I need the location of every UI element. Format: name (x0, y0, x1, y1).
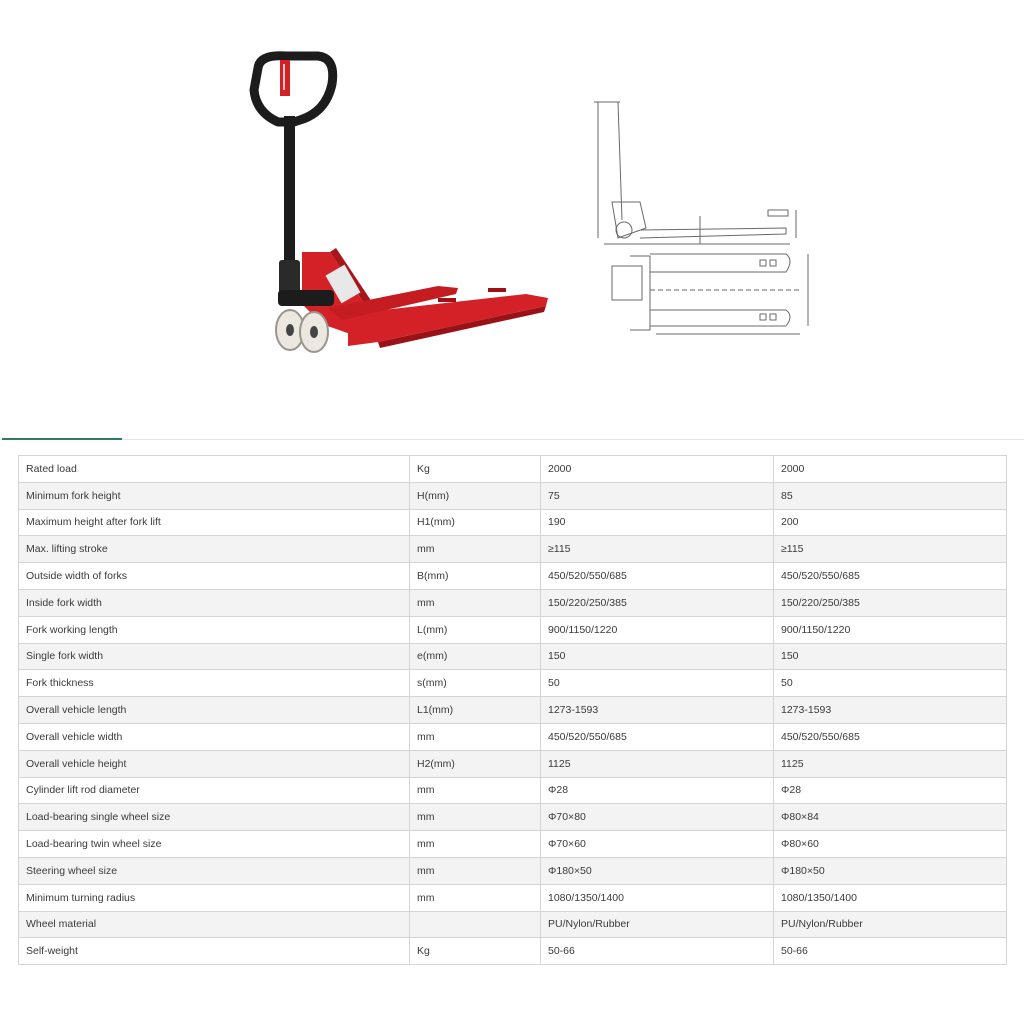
spec-table-body (19, 456, 1007, 965)
spec-name: Load-bearing twin wheel size (19, 831, 410, 858)
spec-name: Fork working length (19, 616, 410, 643)
spec-value-model-2: 450/520/550/685 (774, 563, 1007, 590)
spec-unit: s(mm) (410, 670, 541, 697)
spec-unit (410, 911, 541, 938)
spec-name: Single fork width (19, 643, 410, 670)
spec-value-model-1: 450/520/550/685 (541, 723, 774, 750)
spec-name: Load-bearing single wheel size (19, 804, 410, 831)
table-row (19, 857, 1007, 884)
spec-name: Maximum height after fork lift (19, 509, 410, 536)
table-row (19, 456, 1007, 483)
table-row (19, 777, 1007, 804)
spec-unit: e(mm) (410, 643, 541, 670)
spec-table (18, 455, 1007, 965)
spec-value-model-2: Φ180×50 (774, 857, 1007, 884)
spec-unit: H2(mm) (410, 750, 541, 777)
spec-unit: mm (410, 884, 541, 911)
table-row (19, 643, 1007, 670)
spec-value-model-2: 1273-1593 (774, 697, 1007, 724)
spec-value-model-2: 450/520/550/685 (774, 723, 1007, 750)
spec-unit: mm (410, 589, 541, 616)
spec-name: Minimum fork height (19, 482, 410, 509)
spec-value-model-1: Φ70×60 (541, 831, 774, 858)
table-row (19, 750, 1007, 777)
table-row (19, 697, 1007, 724)
spec-name: Cylinder lift rod diameter (19, 777, 410, 804)
spec-name: Rated load (19, 456, 410, 483)
spec-value-model-1: Φ28 (541, 777, 774, 804)
spec-value-model-1: 190 (541, 509, 774, 536)
spec-value-model-1: 450/520/550/685 (541, 563, 774, 590)
tab-accent-bar (2, 438, 122, 440)
spec-unit: mm (410, 536, 541, 563)
spec-value-model-1: 75 (541, 482, 774, 509)
spec-value-model-1: Φ70×80 (541, 804, 774, 831)
spec-unit: mm (410, 777, 541, 804)
table-row (19, 589, 1007, 616)
spec-value-model-2: 200 (774, 509, 1007, 536)
section-divider (0, 439, 1024, 440)
dimension-drawing (590, 98, 826, 338)
spec-value-model-1: 1273-1593 (541, 697, 774, 724)
table-row (19, 884, 1007, 911)
spec-name: Wheel material (19, 911, 410, 938)
spec-unit: mm (410, 804, 541, 831)
table-row (19, 670, 1007, 697)
spec-value-model-1: ≥115 (541, 536, 774, 563)
table-row (19, 509, 1007, 536)
spec-value-model-2: 1080/1350/1400 (774, 884, 1007, 911)
spec-value-model-2: Φ28 (774, 777, 1007, 804)
spec-unit: Kg (410, 938, 541, 965)
table-row (19, 938, 1007, 965)
spec-value-model-1: 50 (541, 670, 774, 697)
spec-value-model-1: 900/1150/1220 (541, 616, 774, 643)
spec-value-model-2: PU/Nylon/Rubber (774, 911, 1007, 938)
spec-unit: mm (410, 857, 541, 884)
spec-name: Self-weight (19, 938, 410, 965)
spec-unit: B(mm) (410, 563, 541, 590)
spec-value-model-2: Φ80×60 (774, 831, 1007, 858)
table-row (19, 616, 1007, 643)
spec-value-model-2: 50 (774, 670, 1007, 697)
spec-value-model-1: 1080/1350/1400 (541, 884, 774, 911)
spec-value-model-1: PU/Nylon/Rubber (541, 911, 774, 938)
spec-value-model-1: 150/220/250/385 (541, 589, 774, 616)
spec-value-model-1: 2000 (541, 456, 774, 483)
spec-unit: H(mm) (410, 482, 541, 509)
spec-value-model-2: 150/220/250/385 (774, 589, 1007, 616)
spec-name: Inside fork width (19, 589, 410, 616)
spec-name: Max. lifting stroke (19, 536, 410, 563)
table-row (19, 804, 1007, 831)
red-pallet-jack-icon (254, 56, 548, 352)
table-row (19, 723, 1007, 750)
spec-value-model-1: 50-66 (541, 938, 774, 965)
spec-name: Minimum turning radius (19, 884, 410, 911)
spec-unit: Kg (410, 456, 541, 483)
spec-value-model-2: 50-66 (774, 938, 1007, 965)
spec-name: Overall vehicle length (19, 697, 410, 724)
spec-name: Overall vehicle width (19, 723, 410, 750)
spec-value-model-2: ≥115 (774, 536, 1007, 563)
spec-value-model-2: 150 (774, 643, 1007, 670)
technical-drawing-icon (594, 102, 808, 334)
spec-value-model-2: 2000 (774, 456, 1007, 483)
spec-unit: mm (410, 723, 541, 750)
table-row (19, 563, 1007, 590)
spec-name: Fork thickness (19, 670, 410, 697)
spec-value-model-2: 85 (774, 482, 1007, 509)
table-row (19, 536, 1007, 563)
spec-unit: mm (410, 831, 541, 858)
spec-value-model-1: Φ180×50 (541, 857, 774, 884)
table-row (19, 482, 1007, 509)
spec-unit: H1(mm) (410, 509, 541, 536)
spec-value-model-2: 1125 (774, 750, 1007, 777)
spec-name: Outside width of forks (19, 563, 410, 590)
spec-unit: L1(mm) (410, 697, 541, 724)
spec-value-model-1: 150 (541, 643, 774, 670)
pallet-jack-photo (238, 50, 554, 356)
spec-value-model-1: 1125 (541, 750, 774, 777)
spec-name: Overall vehicle height (19, 750, 410, 777)
spec-unit: L(mm) (410, 616, 541, 643)
table-row (19, 911, 1007, 938)
spec-value-model-2: Φ80×84 (774, 804, 1007, 831)
table-row (19, 831, 1007, 858)
spec-value-model-2: 900/1150/1220 (774, 616, 1007, 643)
spec-name: Steering wheel size (19, 857, 410, 884)
